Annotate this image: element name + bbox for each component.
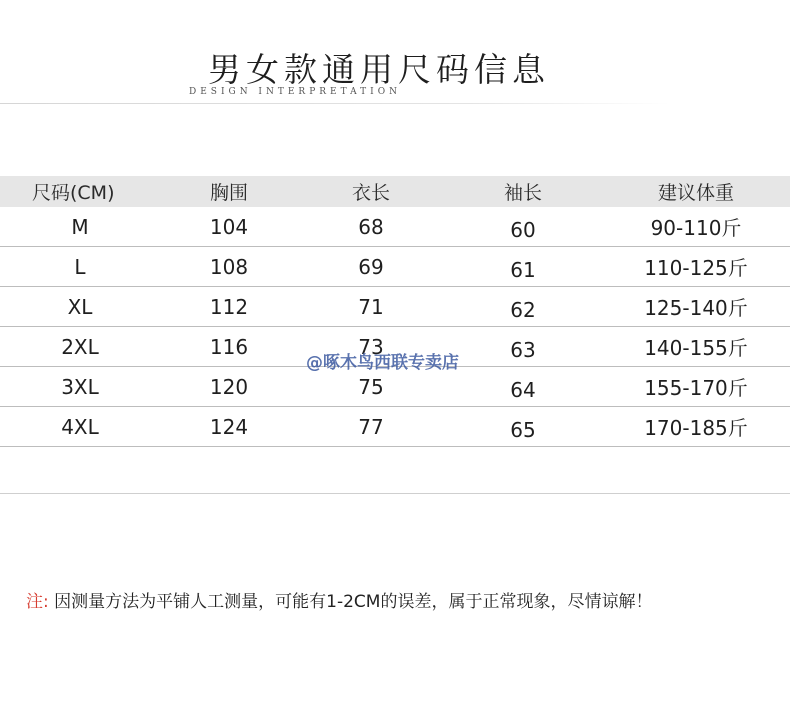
cell-sleeve: 60 — [444, 207, 602, 247]
cell-weight: 125-140斤 — [602, 287, 790, 327]
cell-sleeve: 63 — [444, 327, 602, 367]
bottom-divider — [0, 493, 790, 494]
cell-weight: 170-185斤 — [602, 407, 790, 447]
size-chart-table — [0, 176, 790, 447]
measurement-note — [26, 587, 652, 612]
header-chest: 胸围 — [160, 176, 298, 207]
cell-length: 75 — [298, 367, 444, 407]
cell-size: 4XL — [0, 407, 160, 447]
cell-sleeve: 61 — [444, 247, 602, 287]
cell-chest: 104 — [160, 207, 298, 247]
header-sleeve: 袖长 — [444, 176, 602, 207]
cell-weight: 110-125斤 — [602, 247, 790, 287]
cell-chest: 124 — [160, 407, 298, 447]
cell-size: 3XL — [0, 367, 160, 407]
table-row — [0, 207, 790, 247]
page-title: 男女款通用尺码信息 — [208, 50, 550, 89]
cell-chest: 116 — [160, 327, 298, 367]
cell-weight: 140-155斤 — [602, 327, 790, 367]
cell-size: 2XL — [0, 327, 160, 367]
table-row — [0, 287, 790, 327]
cell-size: M — [0, 207, 160, 247]
cell-length: 71 — [298, 287, 444, 327]
table-row — [0, 407, 790, 447]
cell-sleeve: 62 — [444, 287, 602, 327]
cell-length: 68 — [298, 207, 444, 247]
cell-size: L — [0, 247, 160, 287]
page-subtitle: DESIGN INTERPRETATION — [189, 87, 401, 97]
cell-sleeve: 65 — [444, 407, 602, 447]
cell-chest: 108 — [160, 247, 298, 287]
cell-weight: 90-110斤 — [602, 207, 790, 247]
cell-chest: 120 — [160, 367, 298, 407]
cell-length: 73 — [298, 327, 444, 367]
cell-length: 69 — [298, 247, 444, 287]
table-row — [0, 247, 790, 287]
header-weight: 建议体重 — [602, 176, 790, 207]
cell-sleeve: 64 — [444, 367, 602, 407]
watermark: @啄木鸟西联专卖店 — [306, 353, 459, 373]
cell-length: 77 — [298, 407, 444, 447]
cell-size: XL — [0, 287, 160, 327]
header-size: 尺码(CM) — [0, 176, 160, 207]
table-header-row — [0, 176, 790, 207]
cell-chest: 112 — [160, 287, 298, 327]
title-divider — [0, 103, 670, 104]
note-prefix: 注: — [26, 592, 49, 612]
header-length: 衣长 — [298, 176, 444, 207]
note-text: 因测量方法为平铺人工测量，可能有1-2CM的误差，属于正常现象，尽情谅解！ — [54, 592, 653, 612]
cell-weight: 155-170斤 — [602, 367, 790, 407]
